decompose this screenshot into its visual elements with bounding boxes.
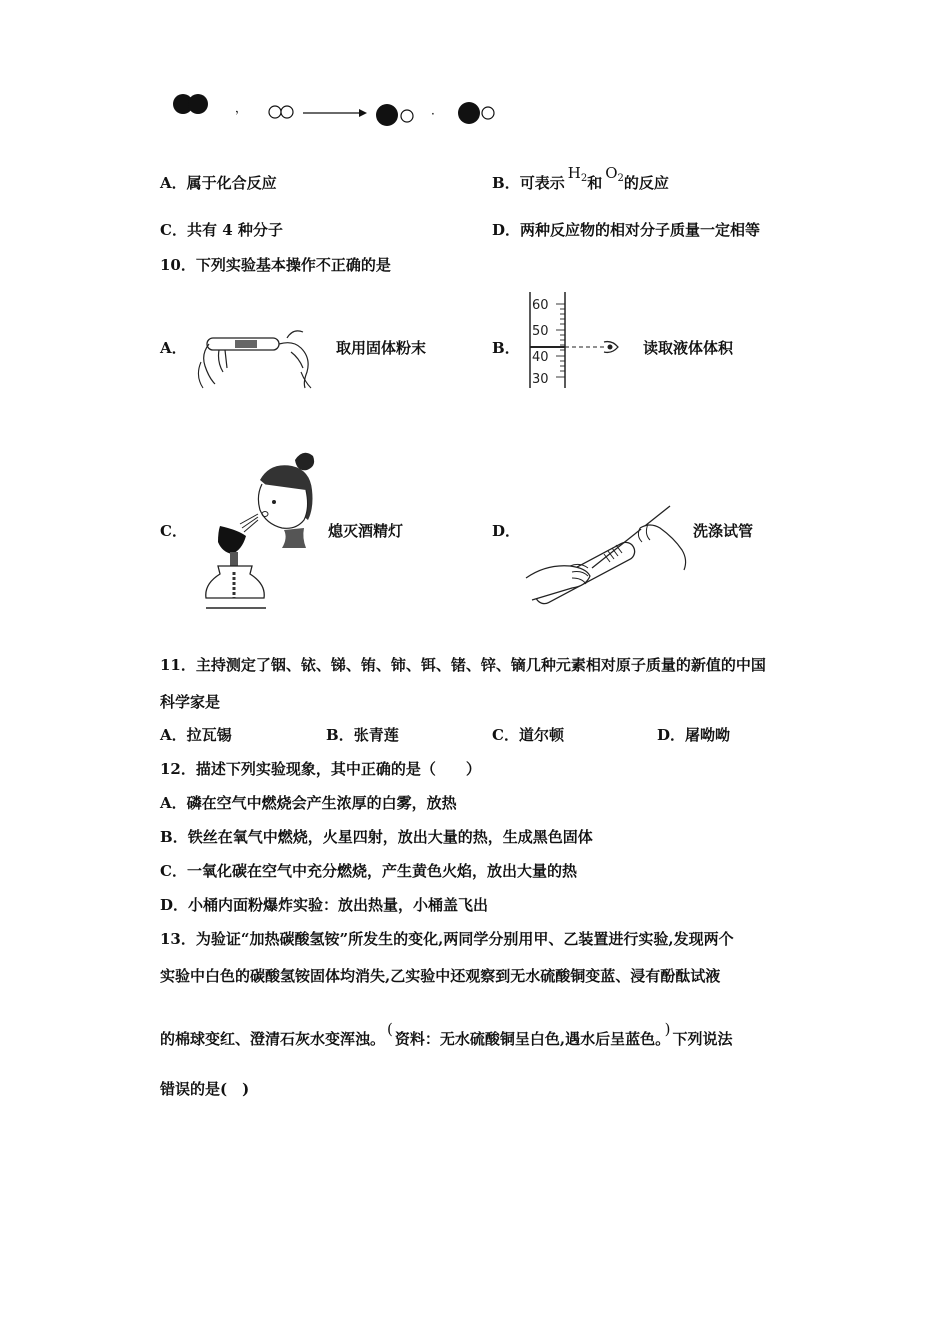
graduated-cylinder-illustration bbox=[520, 290, 630, 390]
q10-option-d-label: 洗涤试管 bbox=[693, 522, 754, 540]
q9-option-b: B．可表示$H_2$和$O_2$的反应 bbox=[492, 164, 669, 192]
q12-option-d: D．小桶内面粉爆炸实验：放出热量，小桶盖飞出 bbox=[160, 896, 489, 914]
q12-option-b: B．铁丝在氧气中燃烧，火星四射，放出大量的热，生成黑色固体 bbox=[160, 828, 593, 846]
reactant-molecule-2 bbox=[269, 106, 293, 118]
option-text: 两种反应物的相对分子质量一定相等 bbox=[520, 221, 761, 239]
q13-line-2: 实验中白色的碳酸氢铵固体均消失,乙实验中还观察到无水硫酸铜变蓝、浸有酚酞试液 bbox=[160, 967, 721, 985]
formula-h2: H bbox=[567, 164, 581, 182]
q9-reaction-diagram bbox=[165, 80, 505, 135]
q9-option-d: D．两种反应物的相对分子质量一定相等 bbox=[492, 221, 761, 239]
q10-option-a-key: A． bbox=[160, 339, 187, 357]
reactant-molecule-1 bbox=[173, 94, 208, 114]
option-key: A bbox=[160, 174, 172, 192]
option-text: 属于化合反应 bbox=[186, 174, 277, 192]
q10-option-b-key: B． bbox=[492, 339, 520, 357]
q10-stem: 10．下列实验基本操作不正确的是 bbox=[160, 256, 391, 274]
scale-label-40: 40 bbox=[532, 350, 549, 365]
q11-option-b: B．张青莲 bbox=[326, 726, 399, 744]
scale-label-60: 60 bbox=[532, 298, 549, 313]
q11-stem-line-1: 11．主持测定了铟、铱、锑、铕、铈、铒、锗、锌、镝几种元素相对原子质量的新值的中国 bbox=[160, 656, 766, 674]
diagram-separator-2: · bbox=[431, 107, 435, 121]
q12-option-a: A．磷在空气中燃烧会产生浓厚的白雾，放热 bbox=[160, 794, 457, 812]
q10-option-d-key: D． bbox=[492, 522, 521, 540]
q13-line-1: 13．为验证“加热碳酸氢铵”所发生的变化,两同学分别用甲、乙装置进行实验,发现两个 bbox=[160, 930, 734, 948]
q13-line-3: 的棉球变红、澄清石灰水变浑浊。(资料：无水硫酸铜呈白色,遇水后呈蓝色。)下列说法 bbox=[160, 1020, 733, 1048]
eye-icon bbox=[604, 342, 618, 353]
q9-option-a: A．属于化合反应 bbox=[160, 174, 277, 192]
scale-label-50: 50 bbox=[532, 324, 549, 339]
q12-option-c: C．一氧化碳在空气中充分燃烧，产生黄色火焰，放出大量的热 bbox=[160, 862, 577, 880]
q10-option-c-label: 熄灭酒精灯 bbox=[328, 522, 404, 540]
product-molecule-2 bbox=[458, 102, 494, 124]
diagram-separator-1: ， bbox=[235, 101, 248, 115]
q11-stem-line-2: 科学家是 bbox=[160, 693, 221, 711]
q11-option-d: D．屠呦呦 bbox=[657, 726, 731, 744]
powder-test-tube-illustration bbox=[195, 322, 320, 392]
q9-option-c: C．共有 4 种分子 bbox=[160, 221, 283, 239]
product-molecule-1 bbox=[376, 104, 413, 126]
scale-label-30: 30 bbox=[532, 372, 549, 387]
q10-option-b-label: 读取液体体积 bbox=[643, 339, 734, 357]
blowing-out-alcohol-lamp-illustration bbox=[200, 448, 315, 613]
option-key: B bbox=[492, 174, 505, 192]
option-text: 共有 4 种分子 bbox=[186, 221, 283, 239]
q13-line-4: 错误的是( ) bbox=[160, 1080, 250, 1098]
option-key: C bbox=[160, 221, 172, 239]
formula-o2: O bbox=[605, 164, 618, 182]
q12-stem: 12．描述下列实验现象，其中正确的是（ ） bbox=[160, 760, 481, 778]
q10-option-a-label: 取用固体粉末 bbox=[336, 339, 427, 357]
washing-test-tube-illustration bbox=[522, 498, 692, 623]
q10-option-c-key: C． bbox=[160, 522, 187, 540]
reaction-arrow bbox=[303, 109, 367, 117]
q11-option-c: C．道尔顿 bbox=[492, 726, 564, 744]
q11-option-a: A．拉瓦锡 bbox=[160, 726, 232, 744]
option-key: D bbox=[492, 221, 506, 239]
